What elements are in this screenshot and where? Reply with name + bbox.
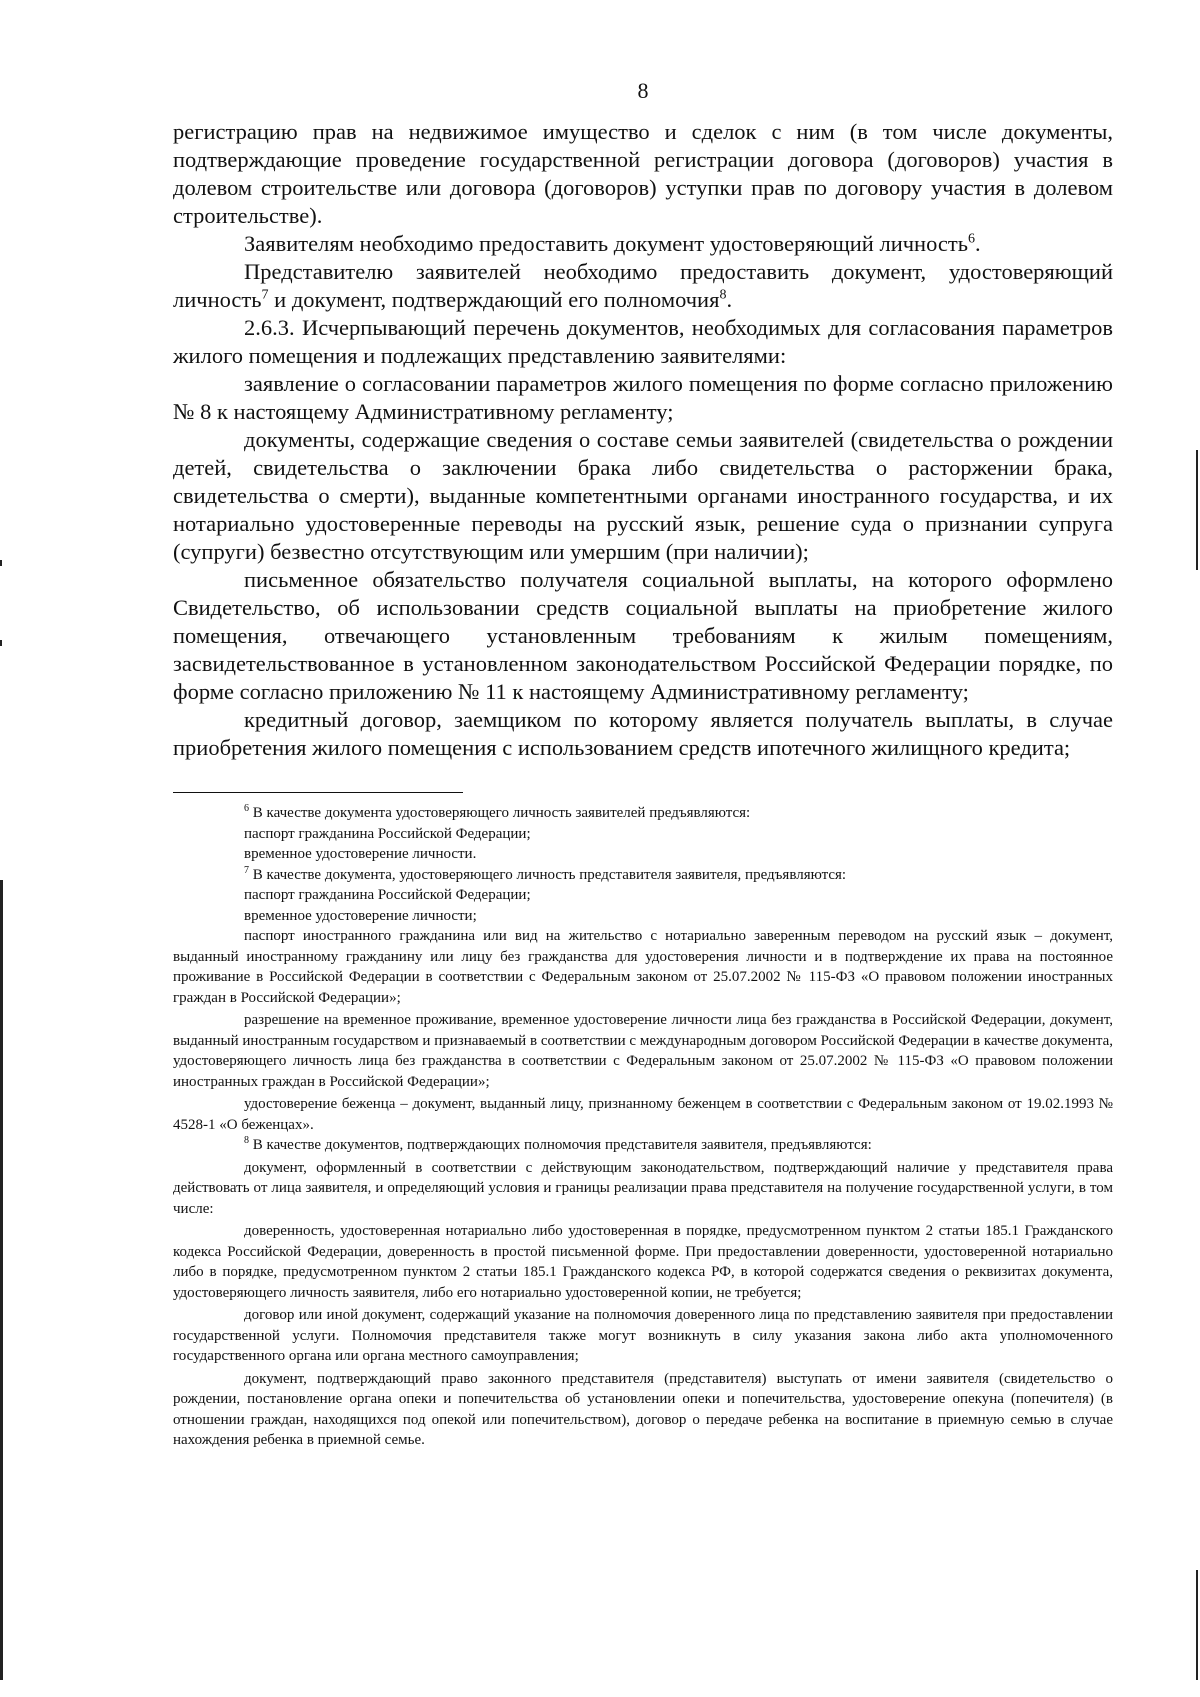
footnote-ref-8[interactable]: 8 (719, 287, 727, 303)
footnote-ref-7[interactable]: 7 (261, 287, 269, 303)
scan-edge-mark (0, 560, 2, 566)
footnote-item: документ, оформленный в соответствии с действующим законодательством, подтверждающий наличие у представителя права действовать от лица заявителя, и определяющий условия и границы реализации права представителя на получение государственной услуги, в том числе: (173, 1159, 1113, 1217)
footnote-item: удостоверение беженца – документ, выданный лицу, признанному беженцем в соответствии с Федеральным законом от 19.02.1993 № 4528-1 «О беженцах». (173, 1096, 1113, 1133)
paragraph-1: регистрацию прав на недвижимое имущество и сделок с ним (в том числе документы, подтверждающие проведение государственной регистрации договора (договоров) участия в долевом строительстве или договора (договоров) уступки прав по договору участия в долевом строительстве). (173, 119, 1113, 228)
main-text (173, 118, 1113, 762)
footnote-8: $^8$ В качестве документов, подтверждающих полномочия представителя заявителя, предъявляются: (244, 1135, 872, 1153)
paragraph-8: кредитный договор, заемщиком по которому является получатель выплаты, в случае приобретения жилого помещения с использованием средств ипотечного жилищного кредита; (173, 707, 1113, 760)
footnote-item: доверенность, удостоверенная нотариально либо удостоверенная в порядке, предусмотренном пунктом 2 статьи 185.1 Гражданского кодекса Российской Федерации, доверенность в простой письменной форме. При предоставлении доверенности, удостоверенной нотариально либо в порядке, предусмотренном пунктом 2 статьи 185.1 Гражданского кодекса РФ, в которой содержатся сведения о реквизитах документа, удостоверяющего личность заявителя, либо его нотариально удостоверенной копии, не требуется; (173, 1223, 1113, 1301)
scan-edge-mark (0, 880, 3, 1680)
paragraph-2: Заявителям необходимо предоставить документ удостоверяющий личность$^6$. (244, 231, 981, 256)
footnote-item: паспорт гражданина Российской Федерации; (244, 825, 531, 842)
paragraph-3: Представителю заявителей необходимо предоставить документ, удостоверяющий личность$^7$ и документ, подтверждающий его полномочия$^8$. (173, 259, 1113, 312)
scan-edge-mark (1196, 1570, 1198, 1680)
footnote-item: паспорт гражданина Российской Федерации; (244, 887, 531, 903)
page-number: 8 (637, 78, 649, 103)
paragraph-5: заявление о согласовании параметров жилого помещения по форме согласно приложению № 8 к настоящему Административному регламенту; (173, 371, 1113, 424)
document-page (173, 78, 1113, 1451)
footnote-item: разрешение на временное проживание, временное удостоверение личности лица без гражданства в Российской Федерации, документ, выданный иностранным государством и признаваемый в соответствии с международным договором Российской Федерации в качестве документа, удостоверяющего личность лица без гражданства в соответствии с Федеральным законом от 25.07.2002 № 115-ФЗ «О правовом положении иностранных граждан в Российской Федерации»; (173, 1012, 1113, 1090)
footnote-ref-6[interactable]: 6 (968, 231, 975, 247)
footnote-item: договор или иной документ, содержащий указание на полномочия доверенного лица по представлению заявителя при предоставлении государственной услуги. Полномочия представителя также могут возникнуть в силу указания закона либо акта уполномоченного государственного органа или органа местного самоуправления; (173, 1307, 1113, 1364)
footnote-7: $^7$ В качестве документа, удостоверяющего личность представителя заявителя, предъявляются: (244, 864, 847, 883)
footnote-item: документ, подтверждающий право законного представителя (представителя) выступать от имени заявителя (свидетельство о рождении, постановление органа опеки и попечительства об установлении опеки и попечительства, удостоверение опекуна (попечителя) (в отношении граждан, находящихся под опекой или попечительством), договор о передаче ребенка на воспитание в приемную семью в случае нахождения ребенка в приемной семье. (173, 1370, 1113, 1448)
footnote-6: $^6$ В качестве документа удостоверяющего личность заявителей предъявляются: (244, 803, 751, 821)
footnote-divider (173, 792, 463, 793)
footnotes (173, 803, 1113, 1451)
paragraph-4: 2.6.3. Исчерпывающий перечень документов, необходимых для согласования параметров жилого помещения и подлежащих представлению заявителями: (173, 315, 1113, 368)
paragraph-7: письменное обязательство получателя социальной выплаты, на которого оформлено Свидетельство, об использовании средств социальной выплаты на приобретение жилого помещения, отвечающего установленным требованиям к жилым помещениям, засвидетельствованное в установленном законодательством Российской Федерации порядке, по форме согласно приложению № 11 к настоящему Административному регламенту; (173, 567, 1113, 704)
scan-edge-mark (0, 640, 2, 646)
footnote-item: паспорт иностранного гражданина или вид на жительство с нотариально заверенным переводом на русский язык – документ, выданный иностранному гражданину или лицу без гражданства для удостоверения личности и в подтверждение их права на постоянное проживание в Российской Федерации в соответствии с Федеральным законом от 25.07.2002 № 115-ФЗ «О правовом положении иностранных граждан в Российской Федерации»; (173, 928, 1113, 1006)
paragraph-6: документы, содержащие сведения о составе семьи заявителей (свидетельства о рождении детей, свидетельства о заключении брака либо свидетельства о расторжении брака, свидетельства о смерти), выданные компетентными органами иностранного государства, и их нотариально удостоверенные переводы на русский язык, решение суда о признании супруга (супруги) безвестно отсутствующим или умершим (при наличии); (173, 427, 1113, 564)
footnote-item: временное удостоверение личности; (244, 907, 477, 924)
scan-edge-mark (1196, 450, 1198, 570)
footnote-item: временное удостоверение личности. (244, 846, 477, 862)
